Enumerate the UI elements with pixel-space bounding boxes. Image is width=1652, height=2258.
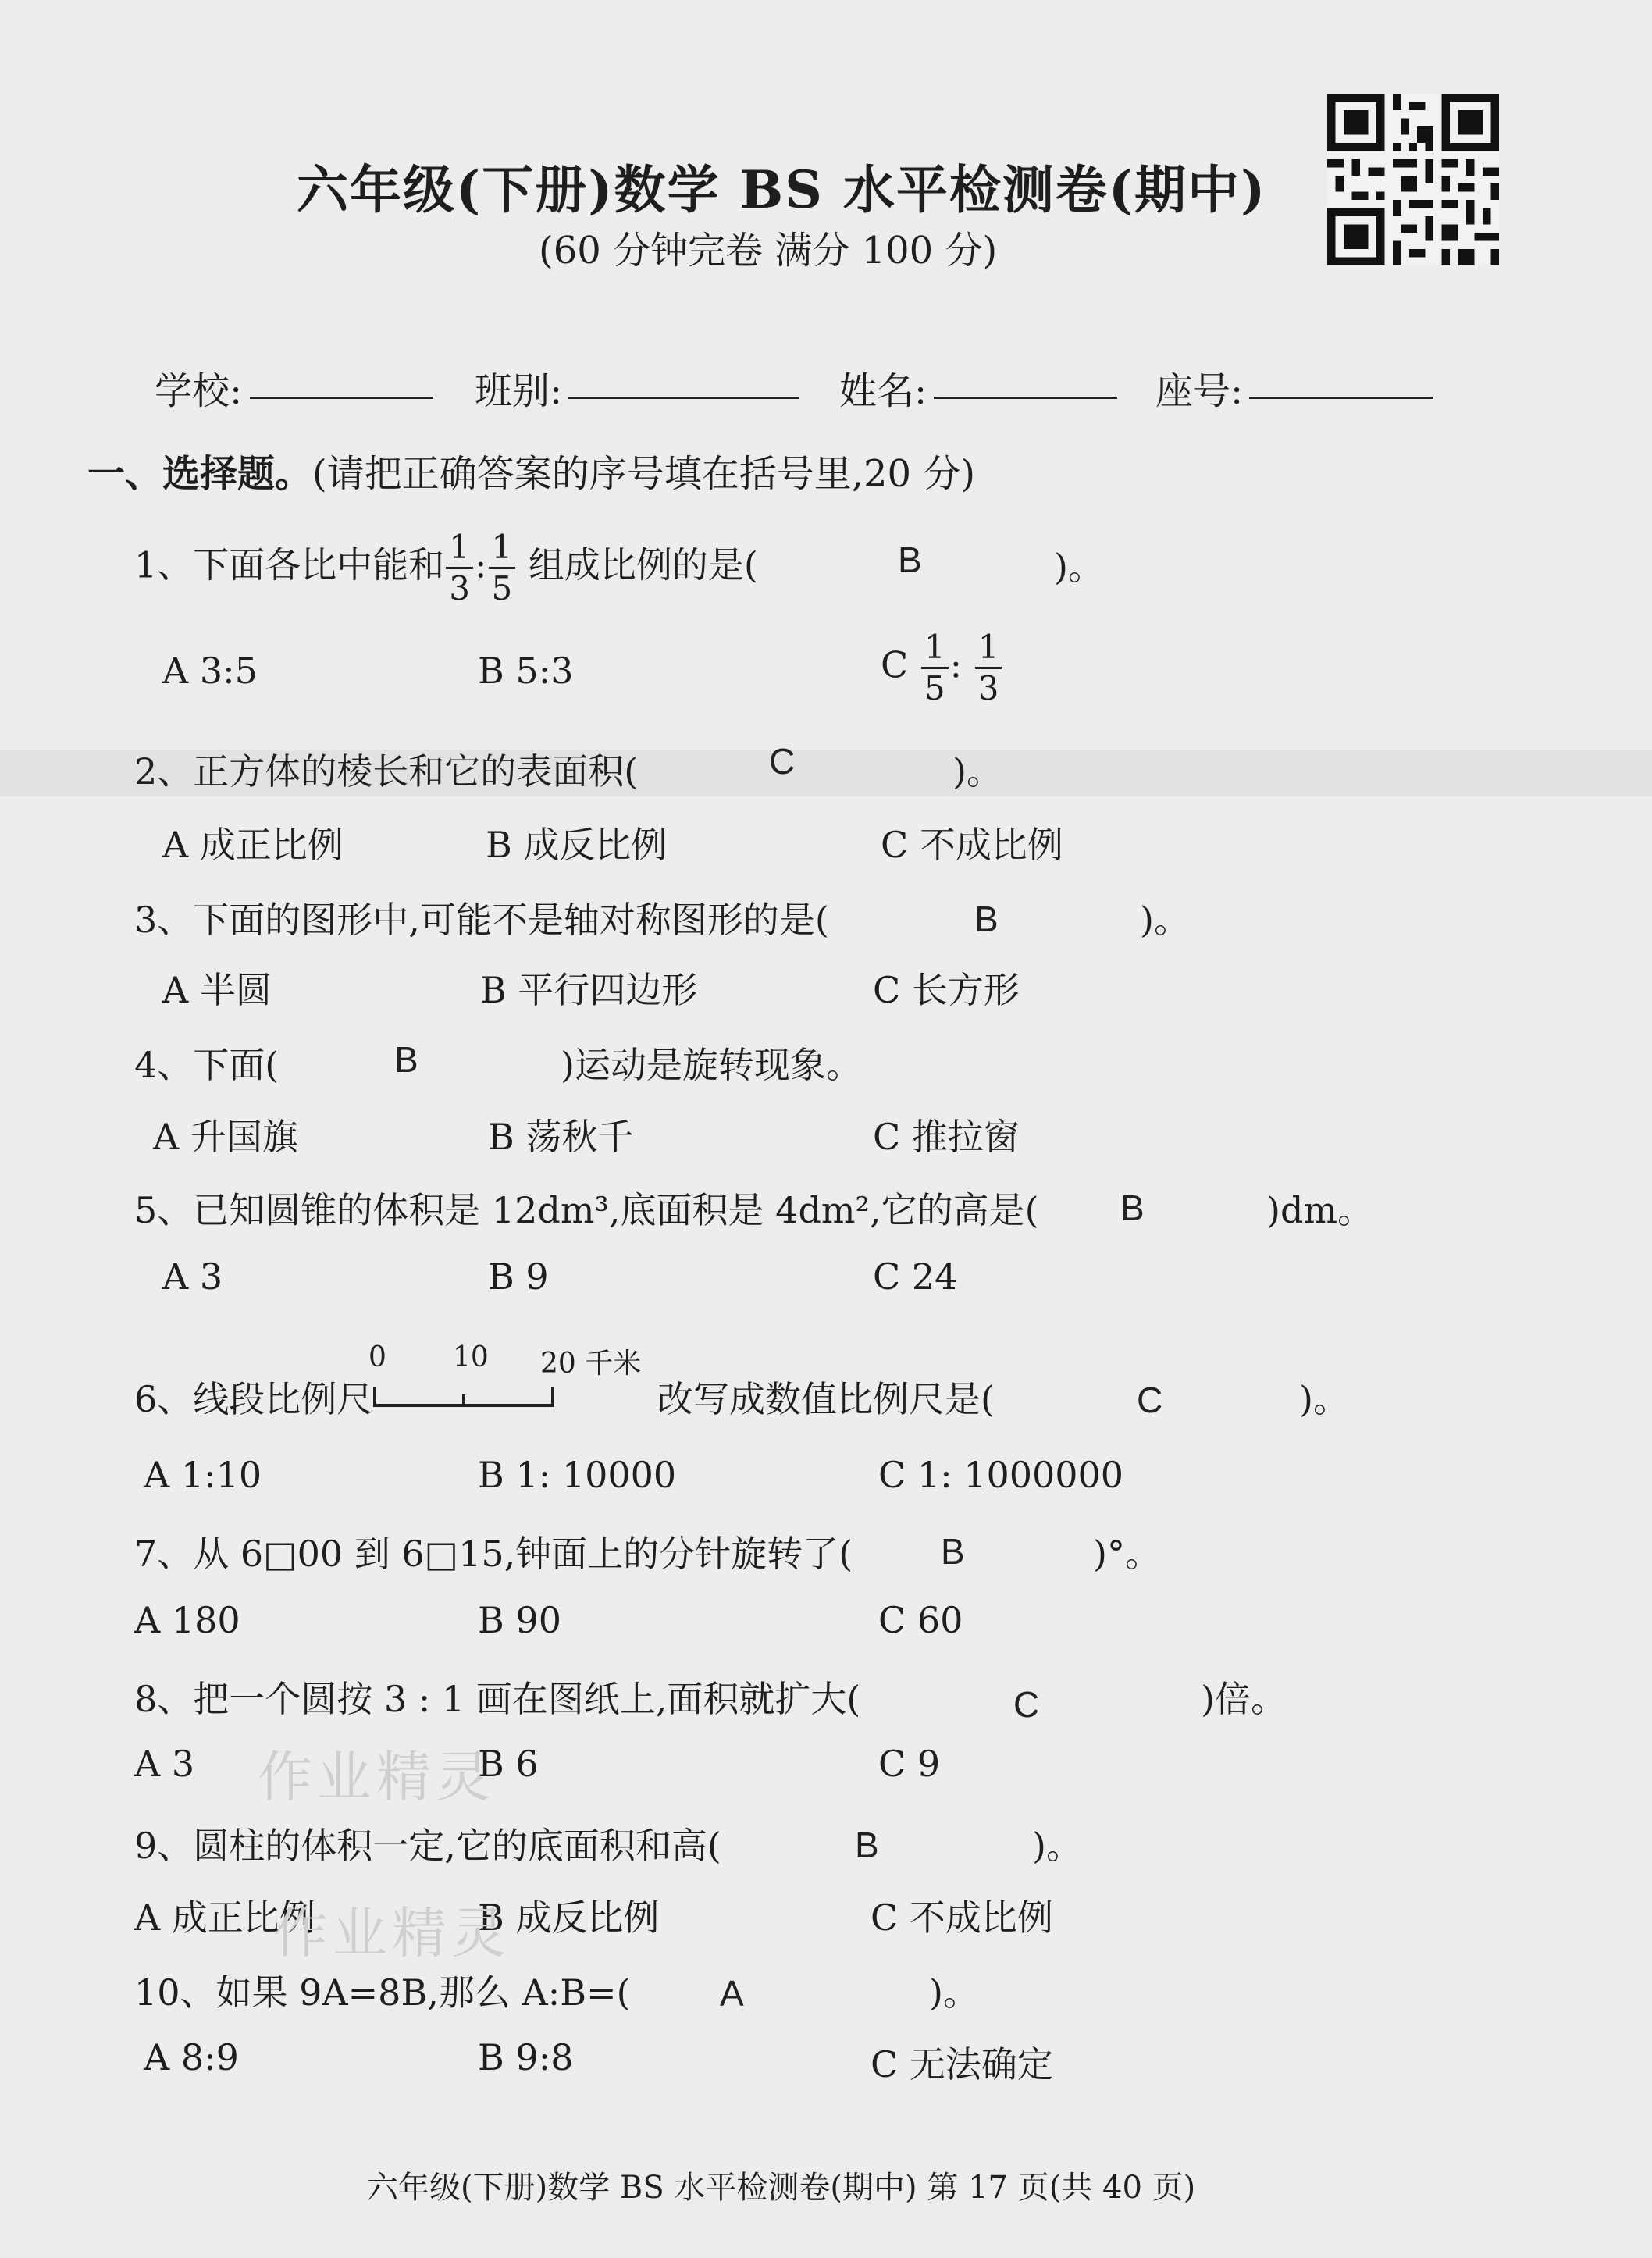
close-paren: )。: [1032, 1825, 1082, 1867]
option-b: B 5:3: [478, 650, 574, 692]
option-c: C 不成比例: [881, 824, 1063, 866]
scale-label-10: 10: [453, 1341, 489, 1373]
option-a: A 1:10: [144, 1454, 262, 1496]
name-label: 姓名:: [839, 369, 927, 413]
answer-4[interactable]: B: [394, 1039, 418, 1080]
answer-1[interactable]: B: [898, 540, 922, 580]
section-note: (请把正确答案的序号填在括号里,20 分): [312, 452, 976, 496]
option-a: A 180: [134, 1599, 240, 1641]
answer-9[interactable]: B: [855, 1825, 879, 1865]
option-b: B 平行四边形: [480, 969, 698, 1011]
answer-2[interactable]: C: [769, 741, 796, 782]
fraction: $\frac{1}{3}$: [975, 631, 1002, 705]
question-text: 组成比例的是(: [528, 543, 758, 586]
option-b: B 成反比例: [478, 1897, 660, 1939]
option-c: C 长方形: [873, 969, 1020, 1011]
fraction: $\frac{1}{3}$: [446, 531, 473, 605]
question-2: 2、正方体的棱长和它的表面积(: [134, 750, 639, 792]
option-c: C 推拉窗: [873, 1116, 1020, 1158]
answer-5[interactable]: B: [1120, 1188, 1145, 1228]
name-field[interactable]: [934, 397, 1117, 399]
question-5: 5、已知圆锥的体积是 12dm³,底面积是 4dm²,它的高是(: [134, 1189, 1039, 1231]
option-c: C 无法确定: [871, 2043, 1053, 2085]
page-footer: 六年级(下册)数学 BS 水平检测卷(期中) 第 17 页(共 40 页): [367, 2170, 1196, 2206]
answer-6[interactable]: C: [1137, 1380, 1163, 1420]
option-b: B 1: 10000: [478, 1454, 677, 1496]
option-a: A 3:5: [162, 650, 258, 692]
class-label: 班别:: [475, 369, 563, 413]
question-3: 3、下面的图形中,可能不是轴对称图形的是(: [134, 899, 829, 941]
qr-code-icon[interactable]: [1327, 94, 1499, 265]
question-10: 10、如果 9A=8B,那么 A:B=(: [134, 1971, 631, 2014]
option-a: A 8:9: [144, 2036, 239, 2078]
fraction: $\frac{1}{5}$: [921, 631, 949, 705]
seat-field[interactable]: [1249, 397, 1433, 399]
close-paren: )倍。: [1201, 1678, 1287, 1720]
question-7: 7、从 6□00 到 6□15,钟面上的分针旋转了(: [134, 1533, 853, 1575]
question-8: 8、把一个圆按 3 : 1 画在图纸上,面积就扩大(: [134, 1678, 861, 1720]
close-paren: )°。: [1093, 1533, 1161, 1575]
option-a: A 半圆: [162, 969, 272, 1011]
option-c: C 60: [878, 1599, 963, 1641]
option-a: A 升国旗: [153, 1116, 298, 1158]
close-paren: )。: [929, 1971, 979, 2014]
watermark: 作业精灵: [273, 1901, 511, 1965]
question-1: 1、下面各比中能和 $\frac{1}{3}$ : $\frac{1}{5}$ 组成比例的是(: [134, 528, 758, 607]
question-6: 6、线段比例尺: [134, 1378, 373, 1420]
question-6-mid: 改写成数值比例尺是(: [657, 1378, 995, 1420]
scale-label-20: 20 千米: [540, 1348, 642, 1380]
page-subtitle: (60 分钟完卷 满分 100 分): [539, 229, 998, 272]
option-c: C $\frac{1}{5}$ : $\frac{1}{3}$: [881, 631, 1003, 705]
page-title: 六年级(下册)数学 BS 水平检测卷(期中): [297, 159, 1267, 220]
close-paren: )。: [1054, 546, 1104, 588]
answer-3[interactable]: B: [974, 899, 999, 939]
option-b: B 成反比例: [486, 824, 668, 866]
option-b: B 荡秋千: [488, 1116, 634, 1158]
scale-label-0: 0: [368, 1341, 386, 1373]
school-label: 学校:: [155, 369, 243, 413]
question-text: 1、下面各比中能和: [134, 543, 445, 586]
option-a: A 成正比例: [134, 1897, 315, 1939]
option-a: A 3: [134, 1743, 195, 1785]
scale-bar-icon: [372, 1382, 559, 1410]
option-b: B 6: [478, 1743, 539, 1785]
answer-8[interactable]: C: [1013, 1684, 1040, 1725]
section-heading: [87, 443, 975, 497]
option-c: C 不成比例: [871, 1897, 1053, 1939]
seat-label: 座号:: [1155, 369, 1244, 413]
section-title: 一、选择题。: [87, 452, 313, 496]
close-paren: )。: [1299, 1378, 1349, 1420]
watermark: 作业精灵: [258, 1745, 495, 1809]
option-c: C 1: 1000000: [878, 1454, 1124, 1496]
answer-7[interactable]: B: [941, 1531, 965, 1572]
answer-10[interactable]: A: [720, 1973, 744, 2014]
close-paren: )。: [952, 750, 1002, 792]
option-a: A 3: [162, 1255, 223, 1298]
option-c: C 24: [873, 1255, 958, 1298]
question-4: 4、下面(: [134, 1044, 279, 1086]
close-paren: )dm。: [1266, 1189, 1374, 1231]
option-b: B 9: [488, 1255, 549, 1298]
class-field[interactable]: [568, 397, 799, 399]
option-b: B 90: [478, 1599, 561, 1641]
fraction: $\frac{1}{5}$: [489, 531, 516, 605]
question-9: 9、圆柱的体积一定,它的底面积和高(: [134, 1825, 721, 1867]
close-paren: )运动是旋转现象。: [561, 1044, 862, 1086]
close-paren: )。: [1140, 899, 1190, 941]
option-b: B 9:8: [478, 2036, 574, 2078]
option-c: C 9: [878, 1743, 941, 1785]
school-field[interactable]: [250, 397, 433, 399]
option-a: A 成正比例: [162, 824, 344, 866]
